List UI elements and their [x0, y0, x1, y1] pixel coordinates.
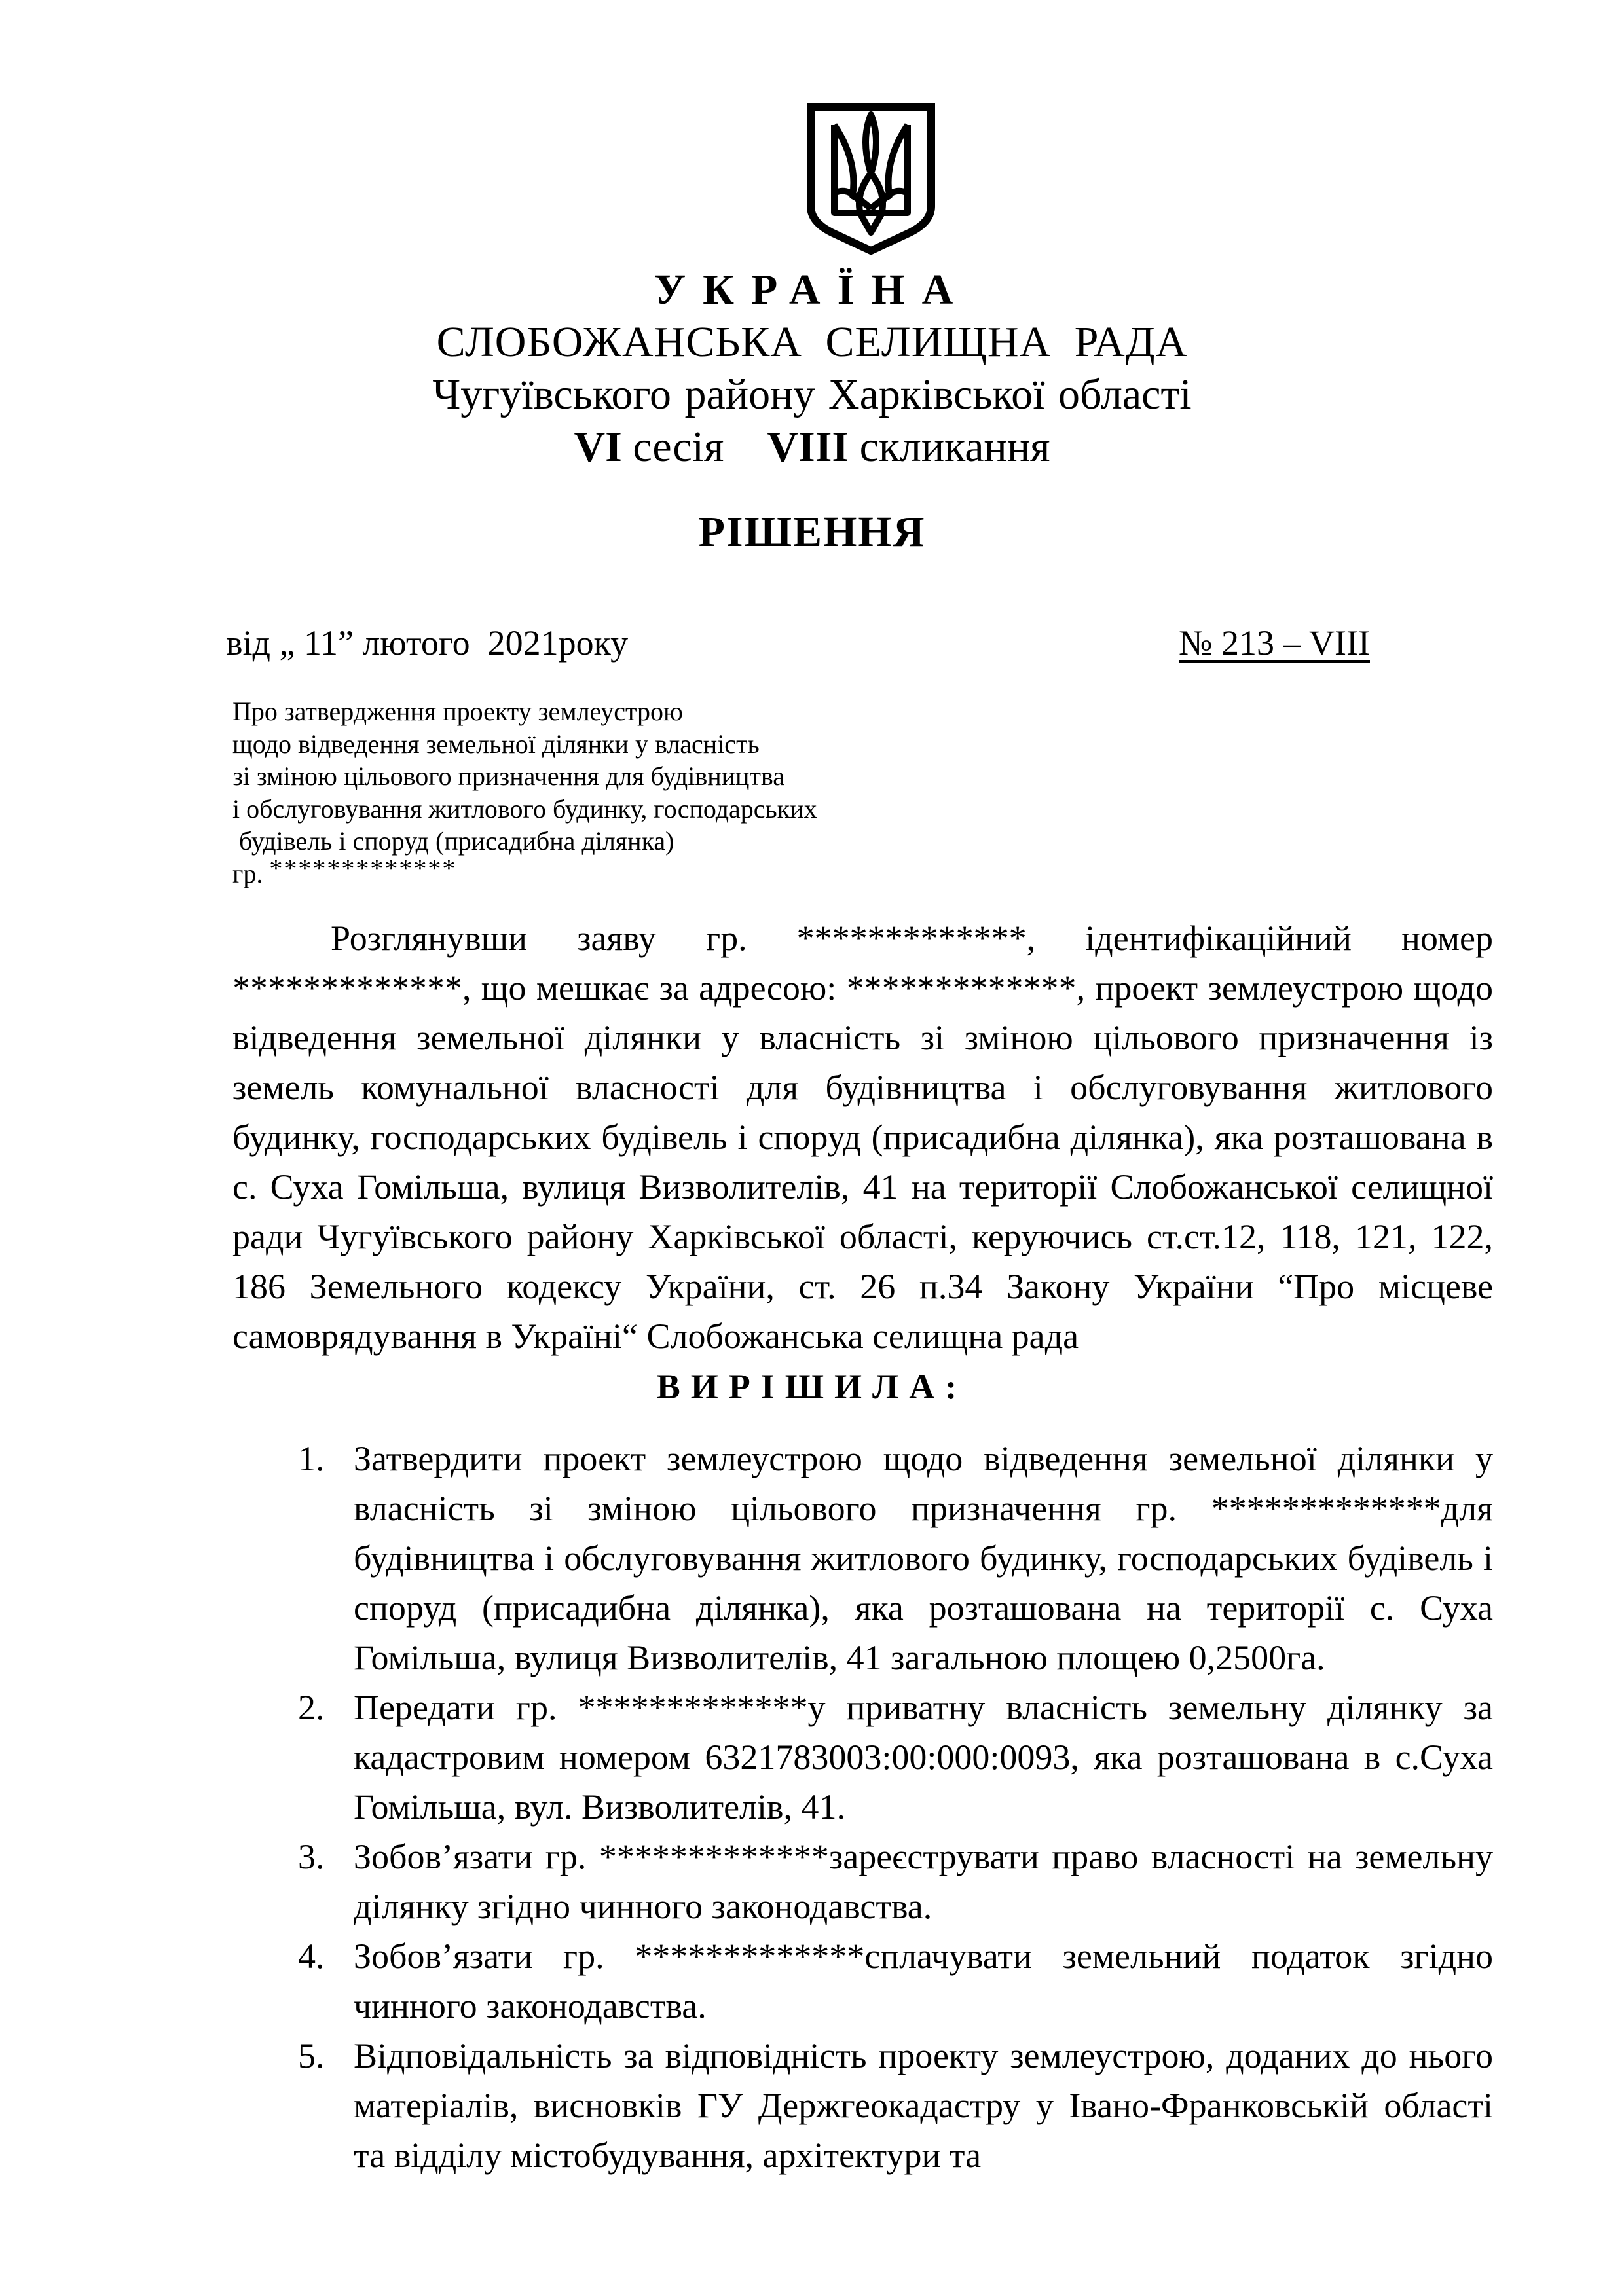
decision-number: 3. [298, 1837, 325, 1876]
document-date: від „ 11” лютого 2021року [226, 623, 629, 663]
decisions-list [298, 1434, 1493, 2180]
citizen-prefix: гр. [232, 858, 270, 888]
subject-line: Про затвердження проекту землеустрою [232, 697, 683, 726]
document-title: РІШЕННЯ [698, 508, 926, 556]
coat-of-arms-icon [805, 101, 936, 259]
decision-text: Зобов’язати гр. *************зареєструвати право власності на земельну ділянку згідно чинного законодавства. [354, 1837, 1493, 1926]
resolved-heading: ВИРІШИЛА: [656, 1367, 968, 1406]
subject-line: будівель і споруд (присадибна ділянка) [232, 826, 674, 856]
council-name: СЛОБОЖАНСЬКА СЕЛИЩНА РАДА [436, 318, 1188, 366]
subject-block [232, 695, 1018, 890]
document-number: № 213 – VIII [1179, 623, 1370, 663]
decision-number: 2. [298, 1688, 325, 1727]
preamble [232, 913, 1493, 1361]
decision-number: 5. [298, 2036, 325, 2075]
decision-text: Зобов’язати гр. *************сплачувати земельний податок згідно чинного законодавства. [354, 1937, 1493, 2026]
subject-line: зі зміною цільового призначення для будівництва [232, 761, 785, 791]
subject-line: щодо відведення земельної ділянки у власність [232, 729, 760, 759]
session-convocation [0, 422, 1624, 472]
subject-line: і обслуговування житлового будинку, господарських [232, 793, 817, 824]
decision-item [298, 1832, 1493, 1931]
subject-citizen [232, 853, 1018, 890]
district-region: Чугуївського району Харківської області [432, 371, 1192, 418]
decision-item [298, 2031, 1493, 2180]
decision-item [298, 1931, 1493, 2031]
decision-text: Затвердити проект землеустрою щодо відведення земельної ділянки у власність зі зміною цільового призначення гр. *************для будівництва і обслуговування житлового будинку, господарських будівель і споруд (присадибна ділянка), яка розташована на території с. Суха Гомільша, вулиця Визволителів, 41 загальною площею 0,2500га. [354, 1439, 1493, 1677]
convocation-label: скликання [849, 423, 1050, 471]
session-label: сесія [621, 423, 767, 471]
decision-number: 4. [298, 1937, 325, 1976]
citizen-masked-name: ************* [269, 853, 457, 883]
convocation-number: VIII [767, 423, 849, 471]
decision-item [298, 1434, 1493, 1683]
decision-number: 1. [298, 1439, 325, 1478]
country-heading: УКРАЇНА [654, 266, 970, 314]
preamble-paragraph: Розглянувши заяву гр. *************, ідентифікаційний номер *************, що мешкає за адресою: *************, проект землеустрою щодо відведення земельної ділянки у власність зі зміною цільового призначення із земель комунальної власності для будівництва і обслуговування житлового будинку, господарських будівель і споруд (присадибна ділянка), яка розташована в с. Суха Гомільша, вулиця Визволителів, 41 на території Слобожанської селищної ради Чугуївського району Харківської області, керуючись ст.ст.12, 118, 121, 122, 186 Земельного кодексу України, ст. 26 п.34 Закону України “Про місцеве самоврядування в Україні“ Слобожанська селищна рада [232, 919, 1493, 1356]
decision-item [298, 1683, 1493, 1832]
decision-text: Передати гр. *************у приватну власність земельну ділянку за кадастровим номером 6321783003:00:000:0093, яка розташована в с.Суха Гомільша, вул. Визволителів, 41. [354, 1688, 1493, 1827]
session-number: VI [574, 423, 622, 471]
decision-text: Відповідальність за відповідність проекту землеустрою, доданих до нього матеріалів, висновків ГУ Держгеокадастру у Івано-Франковській області та відділу містобудування, архітектури та [354, 2036, 1493, 2175]
